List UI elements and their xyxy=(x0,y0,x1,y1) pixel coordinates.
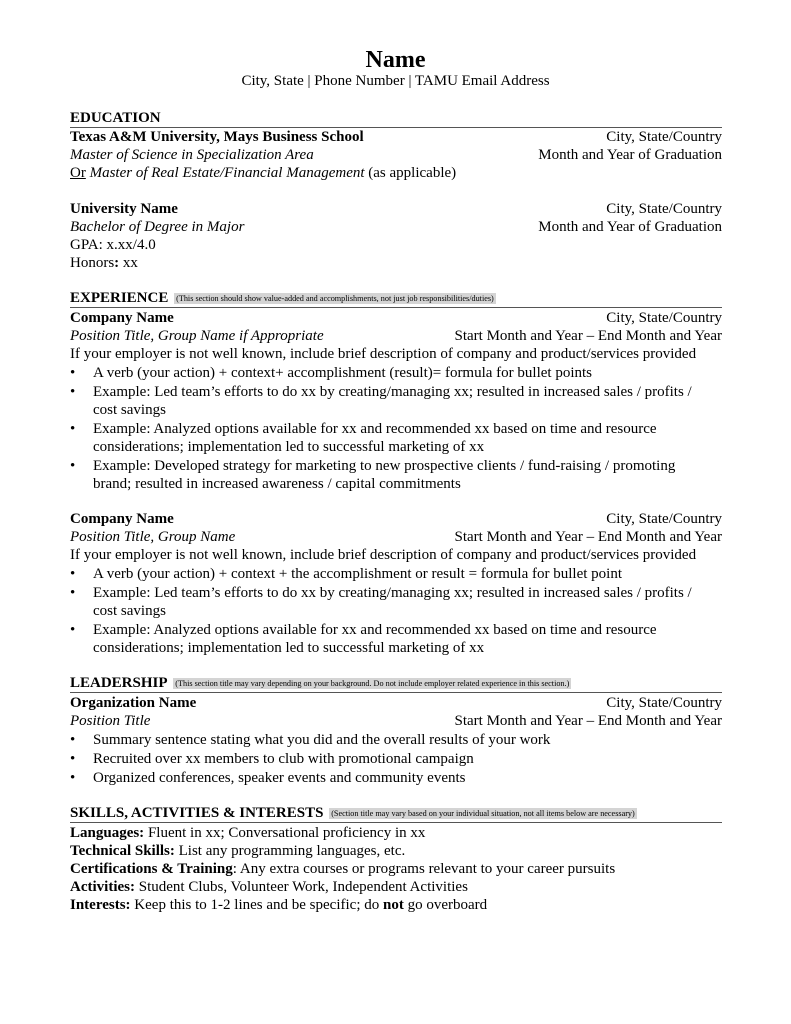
job1-company: Company Name xyxy=(70,310,174,326)
bullet-dot: • xyxy=(70,585,76,601)
bullet-dot: • xyxy=(70,421,76,437)
skills-title: SKILLS, ACTIVITIES & INTERESTS xyxy=(70,805,324,821)
interests-post: go overboard xyxy=(403,897,488,913)
org-name: Organization Name xyxy=(70,695,197,711)
skills-note: (Section title may vary based on your individual situation, not all items below are necessary) xyxy=(331,809,635,818)
bullet-dot: • xyxy=(70,622,76,638)
technical-value: List any programming languages, etc. xyxy=(174,843,406,859)
bullet-dot: • xyxy=(70,365,76,381)
bullet-text: Example: Led team’s efforts to do xx by creating/managing xx; resulted in increased sales / profits / xyxy=(93,585,692,601)
certs-row xyxy=(70,860,722,878)
org-position: Position Title xyxy=(70,713,151,729)
leadership-heading xyxy=(70,675,722,693)
org-dates: Start Month and Year – End Month and Year xyxy=(454,713,722,729)
school2-degree: Bachelor of Degree in Major xyxy=(70,219,245,235)
bullet-text: A verb (your action) + context + the accomplishment or result = formula for bullet point xyxy=(93,566,622,582)
activities-value: Student Clubs, Volunteer Work, Independent Activities xyxy=(134,879,468,895)
education-title: EDUCATION xyxy=(70,110,161,126)
job1-row xyxy=(70,309,722,327)
school1-date: Month and Year of Graduation xyxy=(538,147,722,163)
interests-row xyxy=(70,896,722,914)
bullet-text: Example: Analyzed options available for xx and recommended xx based on time and resource xyxy=(93,421,657,437)
interests-pre: Keep this to 1-2 lines and be specific; do xyxy=(130,897,383,913)
bullet-text: Organized conferences, speaker events and community events xyxy=(93,770,466,786)
job2-description-row xyxy=(70,546,722,564)
bullet-text: cost savings xyxy=(93,603,166,619)
education-heading xyxy=(70,110,722,128)
experience-title: EXPERIENCE xyxy=(70,290,169,306)
bullet-text: Example: Developed strategy for marketing to new prospective clients / fund-raising / promoting xyxy=(93,458,676,474)
certs-value: : Any extra courses or programs relevant to your career pursuits xyxy=(232,861,616,877)
bullet-dot: • xyxy=(70,566,76,582)
job1-description: If your employer is not well known, include brief description of company and product/services provided xyxy=(70,346,697,362)
languages-value: Fluent in xx; Conversational proficiency in xx xyxy=(144,825,426,841)
school2-location: City, State/Country xyxy=(606,201,722,217)
school1-location: City, State/Country xyxy=(606,129,722,145)
bullet-text: Recruited over xx members to club with promotional campaign xyxy=(93,751,474,767)
job1-position: Position Title, Group Name if Appropriate xyxy=(70,328,324,344)
bullet-dot: • xyxy=(70,458,76,474)
languages-row xyxy=(70,824,722,842)
job2-position: Position Title, Group Name xyxy=(70,529,236,545)
job2-position-row xyxy=(70,528,722,546)
experience-heading xyxy=(70,290,722,308)
school2-row xyxy=(70,200,722,218)
bullet-text: Summary sentence stating what you did and the overall results of your work xyxy=(93,732,551,748)
job2-location: City, State/Country xyxy=(606,511,722,527)
school1-name: Texas A&M University, Mays Business School xyxy=(70,129,364,145)
job2-company: Company Name xyxy=(70,511,174,527)
certs-label: Certifications & Training xyxy=(70,861,233,877)
technical-label: Technical Skills: xyxy=(70,843,175,859)
bullet-dot: • xyxy=(70,751,76,767)
interests-label: Interests: xyxy=(70,897,131,913)
contact-line: City, State | Phone Number | TAMU Email Address xyxy=(241,73,550,89)
bullet-text: considerations; implementation led to successful marketing of xx xyxy=(93,640,485,656)
leadership-title: LEADERSHIP xyxy=(70,675,168,691)
honors-label: Honors xyxy=(70,255,115,271)
gpa-row xyxy=(70,236,722,254)
school1-degree-row xyxy=(70,146,722,164)
bullet-text: brand; resulted in increased awareness / capital commitments xyxy=(93,476,461,492)
bullet-text: A verb (your action) + context+ accomplishment (result)= formula for bullet points xyxy=(93,365,592,381)
skills-heading xyxy=(70,805,722,823)
resume-name: Name xyxy=(365,47,426,73)
activities-label: Activities: xyxy=(70,879,135,895)
org-row xyxy=(70,694,722,712)
interests-not: not xyxy=(382,897,404,913)
honors-colon: : xyxy=(114,255,120,271)
bullet-dot: • xyxy=(70,770,76,786)
job2-description: If your employer is not well known, include brief description of company and product/services provided xyxy=(70,547,697,563)
honors-value: xx xyxy=(119,255,138,271)
gpa: GPA: x.xx/4.0 xyxy=(70,237,156,253)
school1-alt-row xyxy=(70,164,722,182)
experience-note: (This section should show value-added and accomplishments, not just job responsibilities/duties) xyxy=(176,294,494,303)
bullet-text: considerations; implementation led to successful marketing of xx xyxy=(93,439,485,455)
languages-label: Languages: xyxy=(70,825,145,841)
job1-position-row xyxy=(70,327,722,345)
alt-degree: Master of Real Estate/Financial Management xyxy=(89,165,365,181)
bullet-dot: • xyxy=(70,732,76,748)
alt-or: Or xyxy=(70,165,86,181)
bullet-text: cost savings xyxy=(93,402,166,418)
school1-row xyxy=(70,128,722,146)
job2-row xyxy=(70,510,722,528)
org-location: City, State/Country xyxy=(606,695,722,711)
job1-dates: Start Month and Year – End Month and Year xyxy=(454,328,722,344)
school2-date: Month and Year of Graduation xyxy=(538,219,722,235)
org-position-row xyxy=(70,712,722,730)
bullet-text: Example: Analyzed options available for xx and recommended xx based on time and resource xyxy=(93,622,657,638)
honors-row xyxy=(70,254,722,272)
activities-row xyxy=(70,878,722,896)
school2-name: University Name xyxy=(70,201,178,217)
bullet-dot: • xyxy=(70,384,76,400)
school2-degree-row xyxy=(70,218,722,236)
technical-row xyxy=(70,842,722,860)
school1-degree: Master of Science in Specialization Area xyxy=(70,147,314,163)
job1-description-row xyxy=(70,345,722,363)
job2-dates: Start Month and Year – End Month and Year xyxy=(454,529,722,545)
leadership-note: (This section title may vary depending on your background. Do not include employer related experience in this section.) xyxy=(175,679,570,688)
bullet-text: Example: Led team’s efforts to do xx by creating/managing xx; resulted in increased sales / profits / xyxy=(93,384,692,400)
job1-location: City, State/Country xyxy=(606,310,722,326)
alt-note: (as applicable) xyxy=(364,165,457,181)
